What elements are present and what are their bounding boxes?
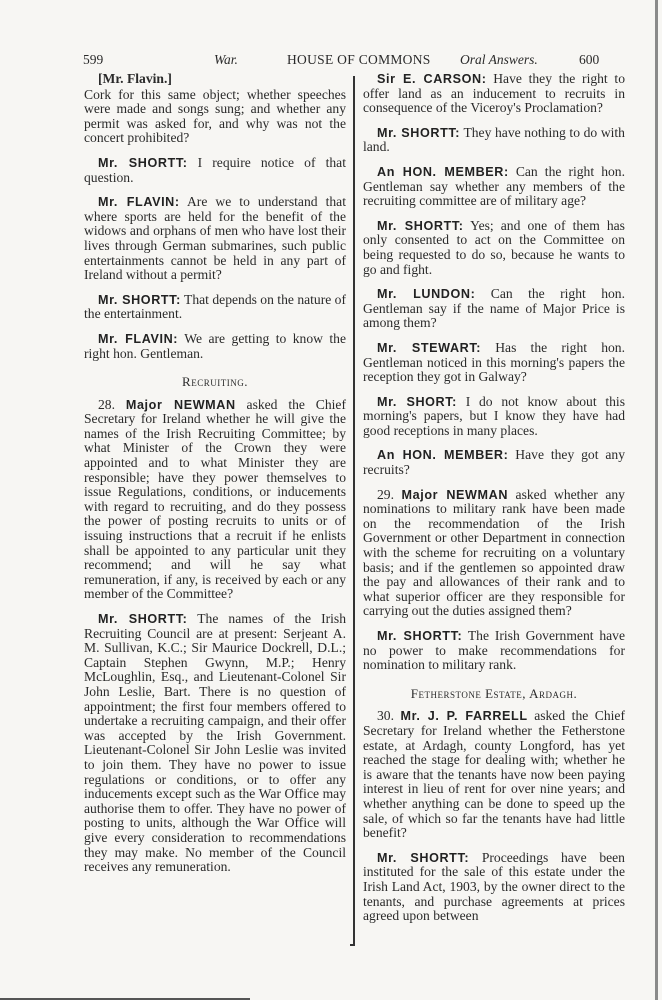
speech-paragraph (363, 72, 625, 116)
left-running-title: War. (214, 52, 238, 67)
speaker-name: An HON. MEMBER: (377, 164, 509, 179)
question-text: asked the Chief Secretary for Ireland whether he will give the names of the Irish Recruiting Committee; by what Minister of the Crown they were appointed and to what Minister they are responsible; have they power themselves to issue Regulations, conditions, or inducements with regard to recruiting, and do they possess the power of posting recruits to units or of issuing instructions that a recruit if he enlists shall be appointed to any particular unit they recommend; and will he say what remuneration, if any, is received by each or any member of the Committee? (84, 396, 346, 602)
speaker-name: Major NEWMAN (401, 487, 509, 502)
speech-paragraph (363, 395, 625, 439)
speaker-name: Mr. SHORTT: (377, 125, 461, 140)
left-page-number: 599 (83, 52, 104, 67)
question-text: asked whether any nominations to military rank have been made on the recommendation of the Irish Government or other Department in connection with the scheme for recruiting on a voluntary basis; and if the gentlemen so appointed draw the pay and allowances of their rank and to what superior officer are they responsible for carrying out the duties assigned them? (363, 486, 625, 619)
speech-paragraph (363, 341, 625, 385)
question-text: asked the Chief Secretary for Ireland whether the Fetherstone estate, at Ardagh, county Longford, has yet reached the stage for dealing with; whether he is aware that the tenants have now been paying interest in lieu of rent for over nine years; and whether anything can be done to speed up the sale, of which so far the tenants have had little benefit? (363, 708, 625, 841)
speaker-name: Sir E. CARSON: (377, 72, 487, 86)
page-edge (655, 0, 658, 1000)
right-running-title: Oral Answers. (460, 52, 538, 67)
speech-text: Can the right hon. Gentleman say if the name of Major Price is among them? (363, 286, 625, 331)
running-header (80, 52, 600, 68)
speech-text: Yes; and one of them has only consented to act on the Committee on being requested to do so, because he wants to go and fight. (363, 217, 625, 277)
speech-paragraph (84, 156, 346, 185)
center-running-title: HOUSE OF COMMONS (287, 52, 431, 67)
question-number: 30. (377, 708, 394, 724)
speech-text: Have they got any recruits? (363, 447, 626, 478)
speech-text: I do not know about this morning's papers, but I know they have had good receptions in many places. (363, 393, 625, 438)
speaker-name: Mr. SHORTT: (98, 155, 188, 170)
speech-text: We are getting to know the right hon. Gentleman. (84, 330, 346, 361)
speaker-name: Major NEWMAN (125, 397, 236, 412)
speaker-name: Mr. STEWART: (377, 340, 482, 355)
section-heading: Recruiting. (182, 374, 248, 390)
speech-paragraph (363, 448, 625, 477)
answer-paragraph (363, 851, 625, 924)
section-heading: Fetherstone Estate, Ardagh. (410, 685, 578, 701)
column-divider-foot (350, 944, 355, 946)
speech-paragraph (84, 195, 346, 283)
question-number: 29. (377, 486, 394, 502)
speaker-name: Mr. SHORTT: (98, 612, 188, 626)
speech-paragraph (363, 126, 625, 155)
continuation-paragraph: Cork for this same object; whether speeches were made and songs sung; and whether any permit was asked for, and why was not the concert prohibited? (84, 86, 346, 146)
answer-text: The Irish Government have no power to make recommendations for nomination to military rank. (363, 628, 625, 673)
right-page-number: 600 (579, 52, 600, 67)
speaker-name: Mr. SHORT: (377, 394, 457, 409)
speech-text: Have they the right to offer land as an inducement to recruits in consequence of the Viceroy's Proclamation? (363, 71, 625, 116)
speech-text: Are we to understand that where sports are held for the benefit of the widows and orphans of men who have lost their lives through German submarines, such public entertainments cannot be held in any part of Ireland without a permit? (84, 194, 346, 283)
left-column (84, 72, 346, 885)
right-column (363, 72, 625, 934)
speaker-name: Mr. LUNDON: (377, 287, 476, 302)
speaker-note: [Mr. Flavin.] (98, 71, 172, 86)
speaker-name: An HON. MEMBER: (377, 448, 509, 463)
answer-paragraph (363, 629, 625, 673)
speaker-name: Mr. FLAVIN: (98, 195, 180, 210)
speech-paragraph (363, 219, 625, 277)
speaker-name: Mr. SHORTT: (377, 218, 464, 233)
speaker-name: Mr. SHORTT: (98, 292, 181, 307)
question-paragraph (363, 709, 625, 840)
speech-text: Has the right hon. Gentleman noticed in this morning's papers the reception they got in Galway? (363, 339, 625, 385)
answer-text: The names of the Irish Recruiting Council are at present: Serjeant A. M. Sullivan, K.C.; Sir Maurice Dockrell, D.L.; Captain Stephen Gwynn, M.P.; Henry McLoughlin, Esq., and Lieutenant-Colonel Sir John Leslie, Bart. There is no question of appointment; the first four members offered to undertake a recruiting campaign, and their offer was accepted by the Irish Government. Lieutenant-Colonel Sir John Leslie was invited to join them. They have no power to issue regulations or conditions, or to offer any inducements except such as the War Office may authorise them to offer. They have no power of posting to units, although the War Office will give every consideration to recommendations they may make. No member of the Council receives any remuneration. (84, 611, 346, 875)
speaker-name: Mr. SHORTT: (377, 850, 470, 865)
speech-text: They have nothing to do with land. (363, 124, 625, 155)
answer-text: Proceedings have been instituted for the sale of this estate under the Irish Land Act, 1903, by the owner direct to the tenants, and purchase agreements at prices agreed upon between (363, 849, 625, 924)
question-number: 28. (98, 396, 115, 412)
speaker-name: Mr. FLAVIN: (98, 331, 179, 346)
speech-paragraph (363, 165, 625, 209)
question-paragraph (84, 398, 346, 602)
speech-paragraph (363, 287, 625, 331)
question-paragraph (363, 488, 625, 619)
speaker-name: Mr. J. P. FARRELL (400, 709, 528, 724)
speech-text: Can the right hon. Gentleman say whether any members of the recruiting committee are of military age? (363, 163, 625, 209)
speech-paragraph (84, 332, 346, 361)
speech-text: I require notice of that question. (84, 154, 346, 185)
speech-paragraph (84, 293, 346, 322)
speaker-name: Mr. SHORTT: (377, 629, 463, 643)
column-divider (353, 76, 355, 945)
answer-paragraph (84, 612, 346, 875)
speech-text: That depends on the nature of the entertainment. (84, 291, 347, 322)
